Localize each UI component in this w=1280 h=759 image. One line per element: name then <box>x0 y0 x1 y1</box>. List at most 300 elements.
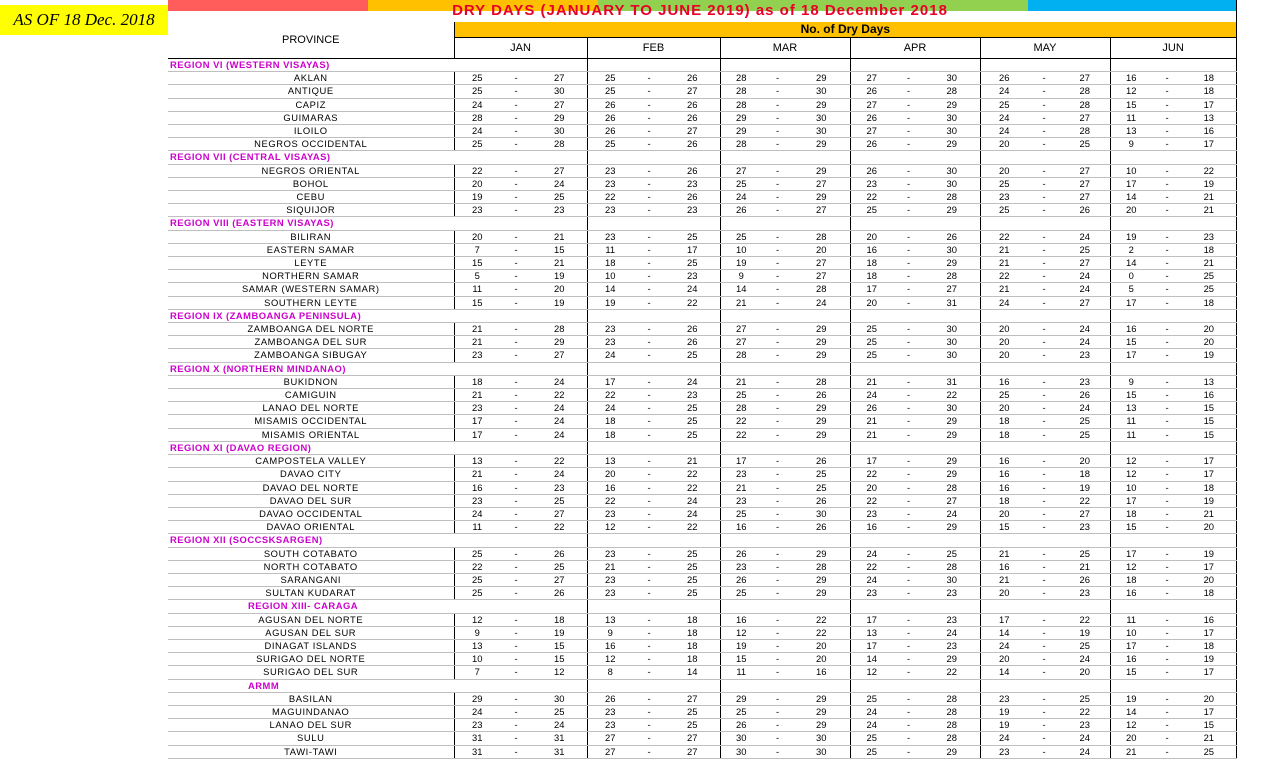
dry-days-min: 21 <box>980 547 1028 560</box>
dry-days-min: 24 <box>720 191 762 204</box>
range-separator: - <box>500 349 532 362</box>
range-separator: - <box>762 705 793 718</box>
range-separator: - <box>893 191 924 204</box>
dry-days-min: 24 <box>454 98 500 111</box>
range-separator: - <box>633 428 665 441</box>
region-empty-cell <box>1110 309 1236 322</box>
dry-days-min: 17 <box>454 415 500 428</box>
dry-days-max: 30 <box>532 692 587 705</box>
range-separator: - <box>893 85 924 98</box>
dry-days-max: 24 <box>532 468 587 481</box>
dry-days-min: 22 <box>980 270 1028 283</box>
dry-days-max: 30 <box>793 745 850 758</box>
dry-days-min: 12 <box>720 626 762 639</box>
dry-days-max: 18 <box>665 653 720 666</box>
dry-days-max: 18 <box>1182 72 1236 85</box>
dry-days-max: 27 <box>1060 507 1110 520</box>
range-separator: - <box>762 85 793 98</box>
dry-days-min: 17 <box>1110 177 1152 190</box>
dry-days-min: 17 <box>1110 494 1152 507</box>
province-name: AGUSAN DEL NORTE <box>168 613 454 626</box>
dry-days-max: 24 <box>665 494 720 507</box>
dry-days-max: 25 <box>1060 243 1110 256</box>
dry-days-max: 27 <box>793 270 850 283</box>
dry-days-min: 19 <box>720 639 762 652</box>
dry-days-min: 26 <box>720 719 762 732</box>
dry-days-max: 20 <box>1060 666 1110 679</box>
region-empty-cell <box>454 534 587 547</box>
region-empty-cell <box>720 151 850 164</box>
dry-days-max: 20 <box>793 243 850 256</box>
range-separator: - <box>893 507 924 520</box>
range-separator: - <box>762 573 793 586</box>
range-separator: - <box>500 336 532 349</box>
dry-days-max: 25 <box>665 257 720 270</box>
region-row <box>168 362 1236 375</box>
range-separator: - <box>1028 626 1060 639</box>
dry-days-max: 15 <box>532 639 587 652</box>
dry-days-min: 24 <box>587 349 633 362</box>
dry-days-min: 24 <box>980 111 1028 124</box>
region-empty-cell <box>850 679 980 692</box>
range-separator: - <box>1028 521 1060 534</box>
province-name: SURIGAO DEL SUR <box>168 666 454 679</box>
dry-days-max: 27 <box>532 507 587 520</box>
range-separator: - <box>1152 692 1182 705</box>
range-separator: - <box>633 389 665 402</box>
dry-days-min: 23 <box>720 560 762 573</box>
range-separator: - <box>500 455 532 468</box>
dry-days-min: 21 <box>454 468 500 481</box>
dry-days-max: 24 <box>665 375 720 388</box>
dry-days-max: 29 <box>924 468 980 481</box>
dry-days-min: 17 <box>720 455 762 468</box>
dry-days-max: 25 <box>665 573 720 586</box>
range-separator: - <box>1028 613 1060 626</box>
province-header: PROVINCE <box>168 22 454 59</box>
range-separator: - <box>893 639 924 652</box>
dry-days-min: 16 <box>1110 587 1152 600</box>
dry-days-min: 27 <box>720 336 762 349</box>
dry-days-max: 29 <box>793 323 850 336</box>
range-separator: - <box>500 428 532 441</box>
dry-days-max: 29 <box>924 745 980 758</box>
dry-days-max: 18 <box>1182 243 1236 256</box>
dry-days-min: 24 <box>980 85 1028 98</box>
dry-days-min: 5 <box>454 270 500 283</box>
dry-days-max: 29 <box>532 111 587 124</box>
range-separator: - <box>1152 705 1182 718</box>
range-separator: - <box>1152 257 1182 270</box>
province-name: AGUSAN DEL SUR <box>168 626 454 639</box>
dry-days-max: 30 <box>924 402 980 415</box>
dry-days-min: 10 <box>587 270 633 283</box>
dry-days-max: 23 <box>1060 719 1110 732</box>
dry-days-min: 23 <box>454 494 500 507</box>
range-separator: - <box>893 666 924 679</box>
dry-days-max: 30 <box>924 243 980 256</box>
dry-days-min: 21 <box>850 375 893 388</box>
region-label: REGION VII (CENTRAL VISAYAS) <box>168 151 454 164</box>
dry-days-max: 15 <box>532 243 587 256</box>
range-separator: - <box>1152 481 1182 494</box>
range-separator: - <box>893 349 924 362</box>
dry-days-max: 24 <box>532 428 587 441</box>
dry-days-max: 25 <box>665 428 720 441</box>
region-empty-cell <box>1110 151 1236 164</box>
range-separator: - <box>762 719 793 732</box>
region-empty-cell <box>587 679 720 692</box>
dry-days-max: 21 <box>532 230 587 243</box>
dry-days-max: 18 <box>665 613 720 626</box>
dry-days-max: 20 <box>1182 521 1236 534</box>
table-row <box>168 85 1236 98</box>
region-empty-cell <box>1110 534 1236 547</box>
dry-days-min: 12 <box>454 613 500 626</box>
month-header-jan: JAN <box>454 38 587 59</box>
dry-days-min: 15 <box>1110 666 1152 679</box>
province-name: GUIMARAS <box>168 111 454 124</box>
dry-days-max: 23 <box>924 587 980 600</box>
dry-days-max: 19 <box>1182 349 1236 362</box>
range-separator: - <box>500 560 532 573</box>
dry-days-max: 24 <box>1060 270 1110 283</box>
range-separator: - <box>762 72 793 85</box>
dry-days-max: 19 <box>532 270 587 283</box>
table-row <box>168 323 1236 336</box>
dry-days-max: 26 <box>665 336 720 349</box>
dry-days-max: 23 <box>1060 521 1110 534</box>
range-separator: - <box>1152 336 1182 349</box>
dry-days-min: 13 <box>587 455 633 468</box>
range-separator: - <box>893 111 924 124</box>
dry-days-max: 26 <box>665 138 720 151</box>
dry-days-max: 27 <box>532 349 587 362</box>
range-separator: - <box>633 705 665 718</box>
dry-days-min: 23 <box>720 468 762 481</box>
dry-days-max: 27 <box>532 164 587 177</box>
dry-days-min: 9 <box>1110 138 1152 151</box>
range-separator: - <box>633 336 665 349</box>
dry-days-min: 20 <box>850 481 893 494</box>
range-separator: - <box>633 613 665 626</box>
dry-days-max: 25 <box>793 468 850 481</box>
region-empty-cell <box>720 309 850 322</box>
dry-days-max: 23 <box>1060 587 1110 600</box>
range-separator: - <box>762 547 793 560</box>
dry-days-min: 25 <box>454 85 500 98</box>
dry-days-min: 23 <box>587 547 633 560</box>
dry-days-min: 18 <box>850 257 893 270</box>
range-separator: - <box>1028 283 1060 296</box>
region-empty-cell <box>980 151 1110 164</box>
dry-days-min: 27 <box>850 98 893 111</box>
dry-days-max: 24 <box>924 507 980 520</box>
dry-days-max: 24 <box>532 402 587 415</box>
range-separator: - <box>762 243 793 256</box>
dry-days-min: 16 <box>1110 323 1152 336</box>
province-name: MAGUINDANAO <box>168 705 454 718</box>
dry-days-max: 27 <box>665 85 720 98</box>
dry-days-min: 21 <box>980 257 1028 270</box>
dry-days-min: 27 <box>850 125 893 138</box>
range-separator: - <box>762 389 793 402</box>
dry-days-min: 29 <box>720 692 762 705</box>
dry-days-max: 30 <box>793 85 850 98</box>
dry-days-min: 18 <box>1110 507 1152 520</box>
dry-days-min: 15 <box>980 521 1028 534</box>
dry-days-max: 27 <box>1060 177 1110 190</box>
table-row <box>168 296 1236 309</box>
dry-days-max: 22 <box>665 481 720 494</box>
dry-days-max: 25 <box>1182 270 1236 283</box>
province-name: LEYTE <box>168 257 454 270</box>
range-separator: - <box>1152 283 1182 296</box>
range-separator: - <box>1152 323 1182 336</box>
dry-days-max: 29 <box>793 573 850 586</box>
dry-days-max: 24 <box>1060 336 1110 349</box>
dry-days-max: 24 <box>1060 230 1110 243</box>
dry-days-max: 25 <box>665 705 720 718</box>
range-separator: - <box>633 375 665 388</box>
dry-days-min: 24 <box>850 573 893 586</box>
dry-days-max: 19 <box>1182 653 1236 666</box>
dry-days-max: 19 <box>1182 547 1236 560</box>
dry-days-min: 23 <box>454 349 500 362</box>
dry-days-max: 27 <box>793 177 850 190</box>
dry-days-min: 18 <box>980 428 1028 441</box>
dry-days-max: 25 <box>793 481 850 494</box>
month-header-mar: MAR <box>720 38 850 59</box>
dry-days-min: 9 <box>720 270 762 283</box>
dry-days-min: 25 <box>454 573 500 586</box>
dry-days-max: 26 <box>532 547 587 560</box>
dry-days-min: 25 <box>720 587 762 600</box>
dry-days-min: 14 <box>850 653 893 666</box>
dry-days-min: 23 <box>980 692 1028 705</box>
dry-days-min: 31 <box>454 732 500 745</box>
dry-days-max: 20 <box>532 283 587 296</box>
dry-days-min: 26 <box>720 573 762 586</box>
dry-days-max: 22 <box>793 626 850 639</box>
dry-days-min: 11 <box>1110 111 1152 124</box>
dry-days-min: 22 <box>850 191 893 204</box>
dry-days-min: 18 <box>454 375 500 388</box>
range-separator: - <box>893 204 924 217</box>
province-name: EASTERN SAMAR <box>168 243 454 256</box>
range-separator: - <box>500 98 532 111</box>
dry-days-max: 30 <box>532 125 587 138</box>
range-separator: - <box>762 639 793 652</box>
dry-days-min: 21 <box>587 560 633 573</box>
dry-days-min: 23 <box>980 745 1028 758</box>
table-row <box>168 336 1236 349</box>
dry-days-max: 27 <box>1060 72 1110 85</box>
dry-days-max: 29 <box>793 587 850 600</box>
dry-days-min: 25 <box>850 336 893 349</box>
range-separator: - <box>762 138 793 151</box>
dry-days-min: 25 <box>850 732 893 745</box>
table-row <box>168 507 1236 520</box>
table-row <box>168 283 1236 296</box>
dry-days-min: 28 <box>454 111 500 124</box>
month-header-apr: APR <box>850 38 980 59</box>
dry-days-min: 13 <box>850 626 893 639</box>
dry-days-max: 18 <box>532 613 587 626</box>
dry-days-max: 27 <box>532 573 587 586</box>
dry-days-max: 25 <box>1060 138 1110 151</box>
dry-days-max: 25 <box>532 494 587 507</box>
range-separator: - <box>633 98 665 111</box>
range-separator: - <box>762 653 793 666</box>
range-separator: - <box>893 243 924 256</box>
dry-days-min: 17 <box>850 283 893 296</box>
dry-days-min: 25 <box>720 177 762 190</box>
range-separator: - <box>633 732 665 745</box>
range-separator: - <box>500 402 532 415</box>
dry-days-min: 17 <box>850 613 893 626</box>
dry-days-max: 26 <box>665 111 720 124</box>
range-separator: - <box>1028 72 1060 85</box>
dry-days-max: 23 <box>924 613 980 626</box>
region-empty-cell <box>980 59 1110 72</box>
table-row <box>168 745 1236 758</box>
range-separator: - <box>1028 560 1060 573</box>
range-separator: - <box>1028 732 1060 745</box>
range-separator: - <box>1028 138 1060 151</box>
dry-days-min: 21 <box>720 296 762 309</box>
range-separator: - <box>1152 653 1182 666</box>
dry-days-min: 24 <box>850 547 893 560</box>
dry-days-min: 11 <box>720 666 762 679</box>
table-row <box>168 521 1236 534</box>
dry-days-min: 7 <box>454 243 500 256</box>
dry-days-min: 17 <box>454 428 500 441</box>
dry-days-max: 19 <box>1060 626 1110 639</box>
range-separator: - <box>500 415 532 428</box>
dry-days-min: 20 <box>587 468 633 481</box>
dry-days-max: 22 <box>532 389 587 402</box>
dry-days-max: 29 <box>793 719 850 732</box>
range-separator: - <box>1028 547 1060 560</box>
dry-days-max: 22 <box>532 521 587 534</box>
dry-days-max: 27 <box>532 98 587 111</box>
dry-days-min: 30 <box>720 745 762 758</box>
table-row <box>168 639 1236 652</box>
dry-days-min: 12 <box>1110 85 1152 98</box>
dry-days-max: 21 <box>1182 191 1236 204</box>
range-separator: - <box>893 521 924 534</box>
range-separator: - <box>893 705 924 718</box>
dry-days-min: 23 <box>587 177 633 190</box>
dry-days-min: 26 <box>587 692 633 705</box>
range-separator: - <box>633 230 665 243</box>
dry-days-min: 24 <box>850 389 893 402</box>
range-separator: - <box>500 732 532 745</box>
table-row <box>168 732 1236 745</box>
range-separator: - <box>1028 257 1060 270</box>
region-empty-cell <box>454 441 587 454</box>
dry-days-max: 23 <box>1182 230 1236 243</box>
range-separator: - <box>1028 243 1060 256</box>
dry-days-max: 20 <box>1182 573 1236 586</box>
range-separator: - <box>1028 481 1060 494</box>
range-separator: - <box>633 521 665 534</box>
range-separator: - <box>633 666 665 679</box>
dry-days-min: 13 <box>1110 402 1152 415</box>
range-separator: - <box>1152 415 1182 428</box>
dry-days-min: 20 <box>980 507 1028 520</box>
province-name: DAVAO CITY <box>168 468 454 481</box>
range-separator: - <box>1152 296 1182 309</box>
dry-days-min: 25 <box>980 389 1028 402</box>
dry-days-min: 25 <box>720 705 762 718</box>
range-separator: - <box>633 72 665 85</box>
range-separator: - <box>1152 349 1182 362</box>
region-empty-cell <box>587 362 720 375</box>
range-separator: - <box>1152 375 1182 388</box>
range-separator: - <box>762 111 793 124</box>
dry-days-min: 23 <box>587 573 633 586</box>
dry-days-min: 5 <box>1110 283 1152 296</box>
range-separator: - <box>1028 389 1060 402</box>
dry-days-min: 23 <box>587 507 633 520</box>
range-separator: - <box>633 494 665 507</box>
dry-days-min: 21 <box>1110 745 1152 758</box>
dry-days-max: 15 <box>1182 402 1236 415</box>
dry-days-max: 18 <box>1182 587 1236 600</box>
dry-days-min: 26 <box>850 111 893 124</box>
dry-days-min: 31 <box>454 745 500 758</box>
dry-days-max: 25 <box>665 587 720 600</box>
range-separator: - <box>633 692 665 705</box>
dry-days-max: 30 <box>924 336 980 349</box>
dry-days-max: 29 <box>532 336 587 349</box>
province-name: TAWI-TAWI <box>168 745 454 758</box>
table-row <box>168 111 1236 124</box>
range-separator: - <box>500 72 532 85</box>
range-separator: - <box>633 560 665 573</box>
range-separator: - <box>1152 85 1182 98</box>
dry-days-min: 20 <box>980 323 1028 336</box>
dry-days-max: 18 <box>1182 481 1236 494</box>
dry-days-min: 16 <box>980 375 1028 388</box>
range-separator: - <box>633 468 665 481</box>
dry-days-min: 23 <box>587 323 633 336</box>
range-separator: - <box>500 138 532 151</box>
dry-days-min: 23 <box>587 230 633 243</box>
dry-days-min: 20 <box>980 653 1028 666</box>
range-separator: - <box>633 547 665 560</box>
dry-days-min: 17 <box>850 455 893 468</box>
range-separator: - <box>633 204 665 217</box>
province-name: DINAGAT ISLANDS <box>168 639 454 652</box>
dry-days-min: 18 <box>587 415 633 428</box>
dry-days-max: 28 <box>793 283 850 296</box>
dry-days-min: 27 <box>850 72 893 85</box>
province-name: NORTH COTABATO <box>168 560 454 573</box>
range-separator: - <box>762 415 793 428</box>
table-row <box>168 415 1236 428</box>
dry-days-max: 22 <box>924 666 980 679</box>
dry-days-min: 20 <box>454 230 500 243</box>
dry-days-max: 26 <box>793 494 850 507</box>
range-separator: - <box>762 507 793 520</box>
province-name: ZAMBOANGA SIBUGAY <box>168 349 454 362</box>
dry-days-max: 29 <box>793 349 850 362</box>
dry-days-min: 22 <box>454 560 500 573</box>
dry-days-max: 19 <box>1182 177 1236 190</box>
